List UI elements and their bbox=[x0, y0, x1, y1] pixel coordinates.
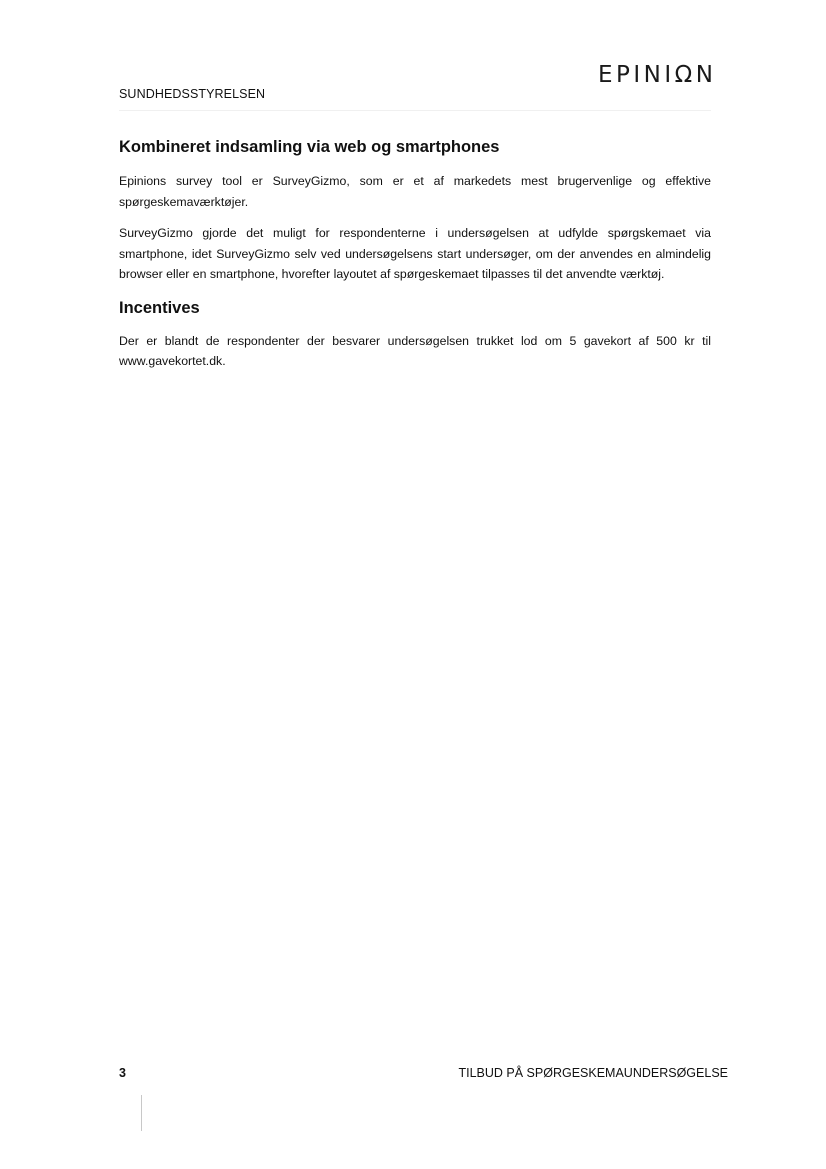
header-organization: SUNDHEDSSTYRELSEN bbox=[119, 87, 266, 101]
paragraph-incentives: Der er blandt de respondenter der besvarer undersøgelsen trukket lod om 5 gavekort af 500 kr til www.gavekortet.dk. bbox=[119, 333, 711, 368]
page-number: 3 bbox=[119, 1066, 126, 1080]
section-title-incentives: Incentives bbox=[119, 298, 200, 317]
section-title-combined-collection: Kombineret indsamling via web og smartphones bbox=[119, 138, 500, 156]
paragraph-survey-tool: Epinions survey tool er SurveyGizmo, som er et af markedets mest brugervenlige og effektive spørgeskemaværktøjer. bbox=[119, 174, 711, 209]
scan-artifact-line bbox=[141, 1095, 142, 1131]
paragraph-smartphone: SurveyGizmo gjorde det muligt for respondenterne i undersøgelsen at udfylde spørgskemaet via smartphone, idet SurveyGizmo selv ved undersøgelsens start undersøger, om der anvendes en almindelig browser eller en smartphone, hvorefter layoutet af spørgeskemaet tilpasses til det anvendte værktøj. bbox=[119, 226, 711, 281]
epinion-logo: EPINIΩN bbox=[598, 62, 717, 88]
page-content bbox=[119, 138, 711, 383]
footer-document-title: TILBUD PÅ SPØRGESKEMAUNDERSØGELSE bbox=[458, 1066, 728, 1080]
header-divider bbox=[119, 110, 711, 111]
